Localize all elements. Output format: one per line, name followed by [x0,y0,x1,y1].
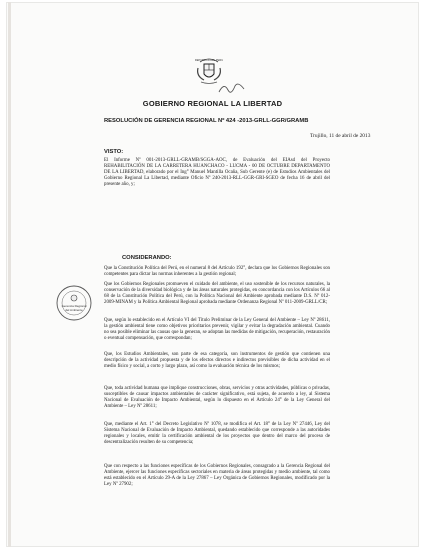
organization-title: GOBIERNO REGIONAL LA LIBERTAD [142,99,283,108]
considerando-paragraph: Que, los Estudios Ambientales, son parte de esa categoría, son instrumentos de gestión que contienen una descripción de la actividad propuesta y de los efectos directos e indirectos previsibles de dicha actividad en el medio físico y social, a corto y largo plazo, así como la evaluación técnica de los mismos; [104,352,330,370]
svg-text:del Ambiente: del Ambiente [65,308,83,312]
emblem-motto: REPUBLICA DEL PERU [194,59,224,62]
considerando-paragraph: Que la Constitución Política del Perú, en el numeral 8 del Artículo 192°, declara que los Gobiernos Regionales son competentes para dictar las normas inherentes a la gestión regional; [104,266,330,278]
handwritten-initial [216,80,248,98]
section-considerando-heading: CONSIDERANDO: [122,255,172,261]
section-visto-heading: VISTO: [104,149,124,155]
considerando-paragraph: Que los Gobiernos Regionales promueven el cuidado del ambiente, el uso sostenible de los recursos naturales, la conservación de la diversidad biológica y de las áreas naturales protegidas, en concordancia con los Artículos 66 al 68 de la Constitución Política del Perú, con la Política Nacional del Ambiente aprobada mediante D.S. Nº 012-2009-MINAM y la Política Ambiental Regional aprobada mediante Ordenanza Regional Nº 011-2009-GRLL/CR; [104,282,330,306]
considerando-paragraph: Que, según lo establecido en el Artículo VI del Título Preliminar de la Ley General del Ambiente – Ley Nº 28611, la gestión ambiental tiene como objetivos prioritarios prevenir, vigilar y evitar la degradación ambiental. Cuando no sea posible eliminar las causas que la generan, se adoptan las medidas de mitigación, recuperación, restauración o eventual compensación, que correspondan; [104,318,330,342]
visto-paragraph: El Informe Nº 001-2013-GRLL-GRAMB/SGGA-AOC, de Evaluación del EIAsd del Proyecto REHABILITACIÓN DE LA CARRETERA HUANCHACO - LUCMA - 00 DE OCTUBRE DEPARTAMENTO DE LA LIBERTAD, elaborado por el Ing° Manuel Mantilla Ocaña, Sub Gerente (e) de Estudios Ambientales del Gobierno Regional La Libertad, mediante Oficio Nº 240-2013-RLL-GGR-GRI-SGEO de fecha 16 de abril del presente año, y; [104,158,330,188]
resolution-number: RESOLUCIÓN DE GERENCIA REGIONAL Nº 424 -2013-GRLL-GGR/GRAMB [104,118,309,124]
considerando-paragraph: Que con respecto a las funciones específicas de los Gobiernos Regionales, consagrado a la Gerencia Regional del Ambiente, ejercer las funciones específicas sectoriales en materia de áreas protegidas y medio ambiente, tal como está establecido en el Artículo 29-A de la Ley 27867 – Ley Orgánica de Gobiernos Regionales, modificado por la Ley Nº 27902; [104,464,330,488]
document-date: Trujillo, 11 de abril de 2013 [310,133,371,139]
svg-text:Gerencia Regional: Gerencia Regional [61,304,87,308]
considerando-paragraph: Que, mediante el Art. 1° del Decreto Legislativo Nº 1078, se modifica el Art. 18° de la Ley Nº 27446, Ley del Sistema Nacional de Evaluación de Impacto Ambiental, quedando establecido que corresponde a las autoridades regionales y locales, emitir la certificación ambiental de los proyectos que dentro del marco del proceso de descentralización resulten de su competencia; [104,422,330,446]
considerando-paragraph: Que, toda actividad humana que implique construcciones, obras, servicios y otras actividades, públicas o privadas, susceptibles de causar impactos ambientales de carácter significativo, está sujeta, de acuerdo a ley, al Sistema Nacional de Evaluación de Impacto Ambiental, según lo dispuesto en el Artículo 24° de la Ley General del Ambiente – Ley Nº 28611; [104,386,330,410]
page-edge-shadow [8,2,11,547]
official-stamp [54,283,94,323]
